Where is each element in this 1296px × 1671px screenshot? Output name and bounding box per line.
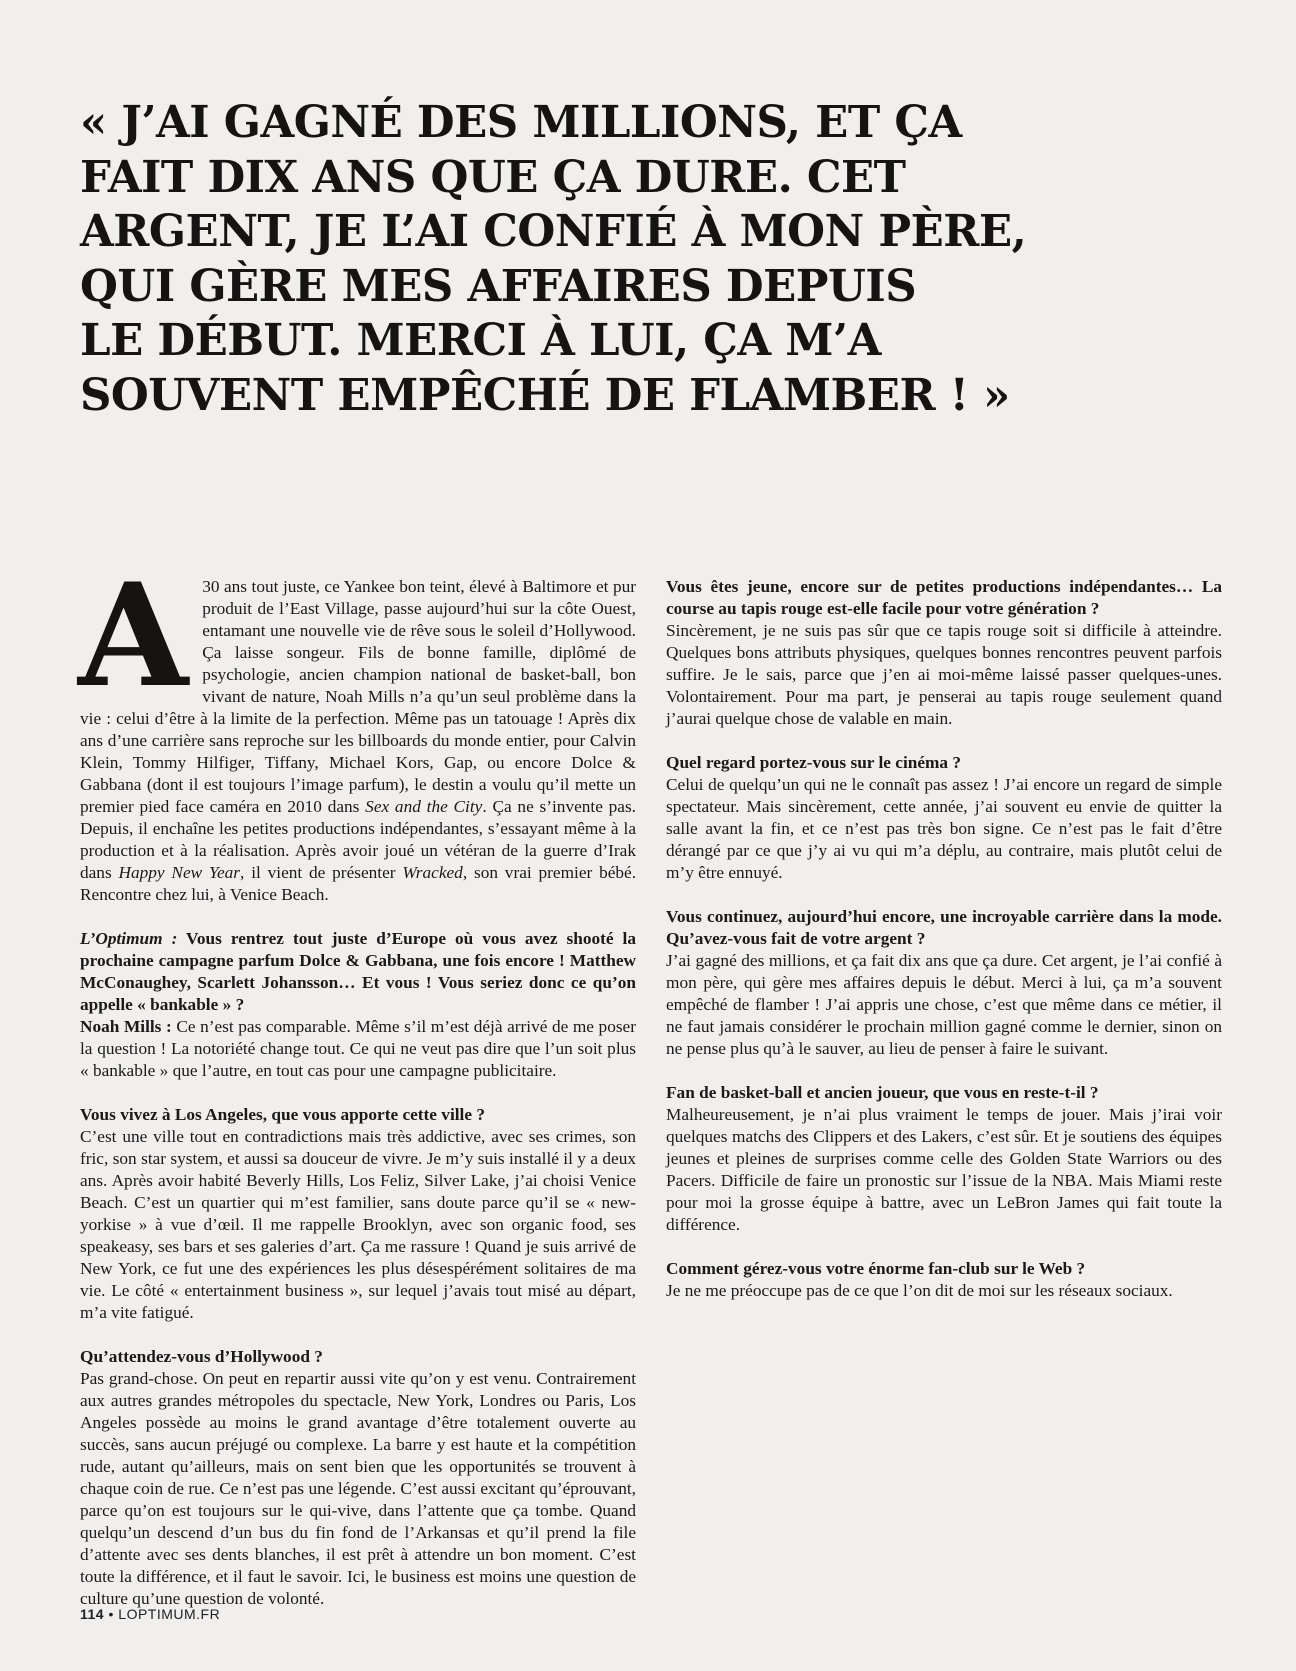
answer: J’ai gagné des millions, et ça fait dix ans que ça dure. Cet argent, je l’ai confié à mon père, qui gère mes affaires depuis le début. Merci à lui, ça m’a souvent empêché de flamber ! J’ai appris une chose, c’est que même dans ce métier, il ne faut jamais considérer le prochain million gagné comme le dernier, sinon on ne pense plus qu’à le sauver, au lieu de penser à faire le suivant. [666,951,1222,1058]
footer-site: LOPTIMUM.FR [118,1606,221,1622]
question: Vous continuez, aujourd’hui encore, une incroyable carrière dans la mode. Qu’avez-vous fait de votre argent ? [666,907,1222,948]
qa-block [666,576,1222,730]
pull-quote-line: LE DÉBUT. MERCI À LUI, ÇA M’A [80,315,881,366]
footer-separator: • [108,1606,114,1622]
intro-paragraph [78,553,637,906]
page-number: 114 [80,1606,105,1622]
pull-quote-line: QUI GÈRE MES AFFAIRES DEPUIS [80,260,917,312]
answer: Sincèrement, je ne suis pas sûr que ce tapis rouge soit si difficile à atteindre. Quelques bons attributs physiques, quelques bonnes rencontres peuvent parfois suffire. Je le sais, parce que j’en ai moi-même laissé passer quelques-unes. Volontairement. Pour ma part, je penserai au tapis rouge seulement quand j’aurai quelque chose de valable en main. [666,621,1222,728]
answer: C’est une ville tout en contradictions mais très addictive, avec ses crimes, son fric, son star system, et aussi sa douceur de vivre. Je m’y suis installé il y a deux ans. Après avoir habité Beverly Hills, Los Feliz, Silver Lake, j’ai choisi Venice Beach. C’est un quartier qui m’est familier, sans doute parce qu’il se « new-yorkise » à vue d’œil. Il me rappelle Brooklyn, avec son organic food, ses speakeasy, ses bars et ses galeries d’art. Ça me rassure ! Quand je suis arrivé de New York, ce fut une des expériences les plus désespérément solitaires de ma vie. Le côté « entertainment business », sur lequel j’avais tout misé au départ, m’a vite fatigué. [80,1127,636,1322]
qa-block [80,1104,636,1324]
question [80,928,636,1016]
intro-text: 30 ans tout juste, ce Yankee bon teint, élevé à Baltimore et pur produit de l’East Village, passe aujourd’hui sur la côte Ouest, entamant une nouvelle vie de rêve sous le soleil d’Hollywood. Ça laisse songeur. Fils de bonne famille, diplômé de psychologie, ancien champion national de basket-ball, bon vivant de nature, Noah Mills n’a qu’un seul problème dans la vie : celui d’être à la limite de la perfection. Même pas un tatouage ! Après dix ans d’une carrière sans reproche sur les billboards du monde entier, pour Calvin Klein, Tommy Hilfiger, Tiffany, Michael Kors, Gap, ou encore Dolce & Gabbana (dont il est toujours l’image parfum), le destin a voulu qu’il mette un premier pied face caméra en 2010 dans [80,577,636,816]
question: Quel regard portez-vous sur le cinéma ? [666,753,962,772]
answer: Je ne me préoccupe pas de ce que l’on dit de moi sur les réseaux sociaux. [666,1281,1173,1300]
interviewee-label: Noah Mills : [80,1017,172,1036]
pull-quote-line: « J’AI GAGNÉ DES MILLIONS, ET ÇA [80,97,962,148]
page-footer [80,1606,220,1622]
question: Vous êtes jeune, encore sur de petites productions indépendantes… La course au tapis rouge est-elle facile pour votre génération ? [666,577,1222,618]
qa-block [666,752,1222,884]
pull-quote-line: SOUVENT EMPÊCHÉ DE FLAMBER ! » [80,369,1010,421]
question: Fan de basket-ball et ancien joueur, que vous en reste-t-il ? [666,1083,1099,1102]
film-title: Happy New Year [118,863,241,882]
pull-quote-line: FAIT DIX ANS QUE ÇA DURE. CET [80,151,906,203]
article-column-left [78,553,637,1632]
qa-block [80,1346,636,1610]
question-text: Vous rentrez tout juste d’Europe où vous avez shooté la prochaine campagne parfum Dolce & Gabbana, une fois encore ! Matthew McConaughey, Scarlett Johansson… Et vous ! Vous seriez donc ce qu’on appelle « bankable » ? [80,929,636,1014]
film-title: Wracked [402,863,463,882]
answer: Malheureusement, je n’ai plus vraiment le temps de jouer. Mais j’irai voir quelques matchs des Clippers et des Lakers, c’est sûr. Et je soutiens des équipes jeunes et pleines de surprises comme celle des Golden State Warriors ou des Pacers. Difficile de faire un pronostic sur l’issue de la NBA. Mais Miami reste pour moi la grosse équipe à battre, avec un LeBron James qui fait toute la différence. [666,1105,1222,1234]
qa-block [666,1082,1222,1236]
question: Qu’attendez-vous d’Hollywood ? [80,1347,323,1366]
interviewer-label: L’Optimum : [80,929,178,948]
answer-text: Ce n’est pas comparable. Même s’il m’est déjà arrivé de me poser la question ! La notoriété change tout. Ce qui ne veut pas dire que l’un soit plus « bankable » que l’autre, en tout cas pour une campagne publicitaire. [80,1017,636,1080]
qa-block [666,1258,1222,1302]
pull-quote [80,96,1080,423]
film-title: Sex and the City [365,797,483,816]
question: Vous vivez à Los Angeles, que vous apporte cette ville ? [80,1105,485,1124]
qa-block [666,906,1222,1060]
answer [80,1016,636,1082]
pull-quote-line: ARGENT, JE L’AI CONFIÉ À MON PÈRE, [80,206,1027,257]
intro-text: . Ça ne s’invente pas. Depuis, il enchaîne les petites productions indépendantes, s’essayant même à la production et à la réalisation. Après avoir joué un vétéran de la guerre d’Irak dans [80,797,637,882]
answer: Celui de quelqu’un qui ne le connaît pas assez ! J’ai encore un regard de simple spectateur. Mais sincèrement, cette année, j’ai souvent eu envie de quitter la salle avant la fin, et ce n’est pas très bon signe. Ce n’est pas le fait d’être dérangé par ce que j’y ai vu qui m’a déplu, au contraire, mais plutôt celui de m’y être ennuyé. [666,775,1222,882]
drop-cap: A [78,553,189,719]
qa-block [80,928,636,1082]
intro-text: , son vrai premier bébé. Rencontre chez lui, à Venice Beach. [80,863,637,904]
intro-text: , il vient de présenter [240,863,403,882]
question: Comment gérez-vous votre énorme fan-club sur le Web ? [666,1259,1086,1278]
answer: Pas grand-chose. On peut en repartir aussi vite qu’on y est venu. Contrairement aux autres grandes métropoles du spectacle, New York, Londres ou Paris, Los Angeles possède au moins le grand avantage d’être totalement ouverte au succès, sans aucun préjugé ou complexe. La barre y est haute et la compétition rude, autant qu’ailleurs, mais on sent bien que les opportunités se trouvent à chaque coin de rue. Ce n’est pas une légende. C’est aussi excitant qu’éprouvant, parce qu’on est toujours sur le qui-vive, dans l’attente que ça tombe. Quand quelqu’un descend d’un bus du fin fond de l’Arkansas et qu’il prend la file d’attente avec ses dents blanches, il est prêt à attendre un bon moment. C’est toute la différence, et il faut le savoir. Ici, le business est moins une question de culture qu’une question de volonté. [80,1369,636,1608]
article-column-right [666,576,1222,1324]
